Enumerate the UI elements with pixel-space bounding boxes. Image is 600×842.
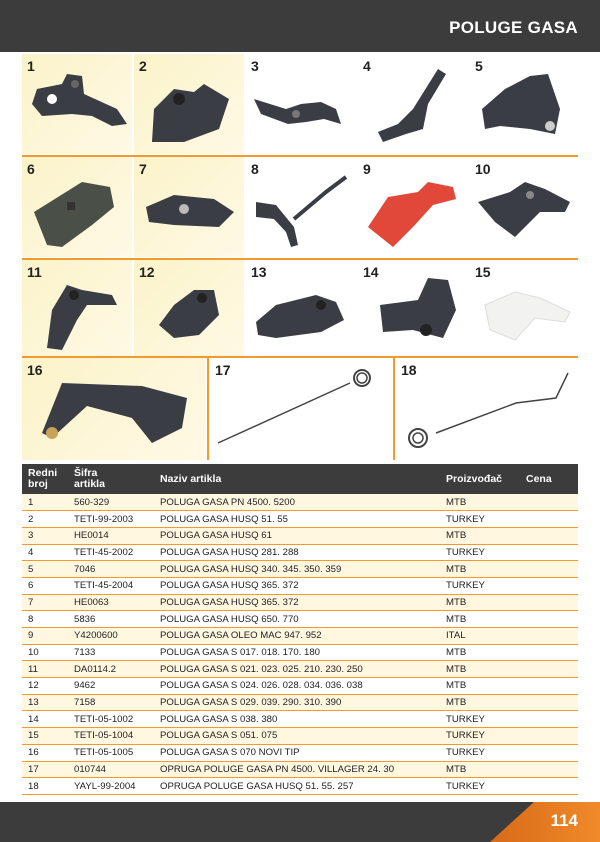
throttle-lever-11-image [22,260,132,356]
cell-price [520,778,578,795]
cell-maker: TURKEY [440,744,520,761]
cell-maker: TURKEY [440,711,520,728]
cell-name: POLUGA GASA S 051. 075 [154,728,440,745]
cell-rb: 8 [22,611,68,628]
cell-code: TETI-45-2004 [68,577,154,594]
throttle-spring-18-image [396,358,578,460]
throttle-lever-9-image [358,157,468,257]
cell-price [520,678,578,695]
cell-price [520,744,578,761]
cell-maker: TURKEY [440,728,520,745]
cell-code: TETI-05-1005 [68,744,154,761]
cell-name: POLUGA GASA HUSQ 365. 372 [154,577,440,594]
table-row [22,778,578,795]
item-number: 12 [139,264,155,280]
page-number: 114 [550,811,578,830]
catalog-item-14 [358,260,468,356]
cell-code: 7046 [68,561,154,578]
col-header-code: Šifra artikla [74,467,105,490]
catalog-item-10 [470,157,578,257]
cell-rb: 5 [22,561,68,578]
cell-code: 9462 [68,678,154,695]
cell-code: 5836 [68,611,154,628]
catalog-item-2 [134,54,244,154]
catalog-item-4 [358,54,468,154]
throttle-lever-14-image [358,260,468,356]
cell-name: OPRUGA POLUGE GASA HUSQ 51. 55. 257 [154,778,440,795]
cell-price [520,661,578,678]
table-row [22,661,578,678]
table-row [22,644,578,661]
cell-maker: MTB [440,494,520,511]
item-number: 14 [363,264,379,280]
catalog-item-7 [134,157,244,257]
catalog-item-1 [22,54,132,154]
item-number: 4 [363,58,371,74]
cell-rb: 6 [22,577,68,594]
cell-rb: 13 [22,694,68,711]
cell-code: Y4200600 [68,628,154,645]
item-number: 17 [215,362,231,378]
throttle-lever-12-image [134,260,244,356]
cell-name: POLUGA GASA PN 4500. 5200 [154,494,440,511]
throttle-lever-10-image [470,157,578,257]
cell-price [520,644,578,661]
throttle-lever-7-image [134,157,244,257]
table-row [22,594,578,611]
cell-maker: TURKEY [440,577,520,594]
cell-rb: 4 [22,544,68,561]
cell-code: TETI-45-2002 [68,544,154,561]
cell-rb: 15 [22,728,68,745]
catalog-item-17 [210,358,392,460]
cell-price [520,711,578,728]
catalog-item-16 [22,358,206,460]
cell-code: 560-329 [68,494,154,511]
cell-price [520,594,578,611]
item-number: 16 [27,362,43,378]
cell-name: POLUGA GASA S 024. 026. 028. 034. 036. 038 [154,678,440,695]
cell-name: POLUGA GASA S 017. 018. 170. 180 [154,644,440,661]
catalog-item-13 [246,260,356,356]
cell-price [520,561,578,578]
cell-maker: MTB [440,561,520,578]
item-number: 10 [475,161,491,177]
cell-rb: 3 [22,527,68,544]
catalog-item-8 [246,157,356,257]
throttle-lever-5-image [470,54,578,154]
cell-name: POLUGA GASA S 038. 380 [154,711,440,728]
grid-divider [207,358,209,460]
table-row [22,711,578,728]
col-header-maker: Proizvođač [446,472,503,485]
cell-maker: TURKEY [440,544,520,561]
throttle-lever-4-image [358,54,468,154]
cell-rb: 7 [22,594,68,611]
table-row [22,561,578,578]
cell-price [520,761,578,778]
table-row [22,511,578,528]
table-row [22,728,578,745]
cell-code: TETI-05-1004 [68,728,154,745]
table-row [22,494,578,511]
throttle-lever-1-image [22,54,132,154]
parts-image-grid [22,54,578,460]
throttle-lever-15-image [470,260,578,356]
table-row [22,577,578,594]
cell-rb: 2 [22,511,68,528]
cell-rb: 14 [22,711,68,728]
item-number: 8 [251,161,259,177]
cell-maker: TURKEY [440,778,520,795]
item-number: 1 [27,58,35,74]
item-number: 5 [475,58,483,74]
cell-rb: 12 [22,678,68,695]
cell-rb: 17 [22,761,68,778]
cell-rb: 11 [22,661,68,678]
cell-code: HE0014 [68,527,154,544]
cell-maker: MTB [440,527,520,544]
col-header-rb: Redni broj [28,467,58,490]
table-row [22,694,578,711]
cell-price [520,511,578,528]
cell-name: POLUGA GASA HUSQ 51. 55 [154,511,440,528]
item-number: 7 [139,161,147,177]
cell-maker: TURKEY [440,511,520,528]
item-number: 11 [27,264,42,280]
cell-rb: 18 [22,778,68,795]
cell-maker: ITAL [440,628,520,645]
catalog-item-15 [470,260,578,356]
table-row [22,744,578,761]
catalog-item-18 [396,358,578,460]
cell-rb: 16 [22,744,68,761]
cell-name: OPRUGA POLUGE GASA PN 4500. VILLAGER 24. 30 [154,761,440,778]
page-title: POLUGE GASA [449,18,578,37]
cell-price [520,628,578,645]
cell-maker: MTB [440,661,520,678]
catalog-item-9 [358,157,468,257]
item-number: 2 [139,58,147,74]
table-row [22,527,578,544]
cell-name: POLUGA GASA S 029. 039. 290. 310. 390 [154,694,440,711]
item-number: 9 [363,161,371,177]
cell-price [520,527,578,544]
cell-maker: MTB [440,678,520,695]
cell-name: POLUGA GASA HUSQ 281. 288 [154,544,440,561]
catalog-item-5 [470,54,578,154]
item-number: 18 [401,362,417,378]
cell-name: POLUGA GASA HUSQ 650. 770 [154,611,440,628]
throttle-lever-3-image [246,54,356,154]
cell-name: POLUGA GASA HUSQ 61 [154,527,440,544]
grid-divider [393,358,395,460]
catalog-item-12 [134,260,244,356]
item-number: 15 [475,264,491,280]
item-number: 13 [251,264,267,280]
cell-code: 7158 [68,694,154,711]
cell-price [520,544,578,561]
cell-rb: 1 [22,494,68,511]
col-header-price: Cena [526,472,552,485]
catalog-item-6 [22,157,132,257]
cell-code: YAYL-99-2004 [68,778,154,795]
table-row [22,628,578,645]
cell-maker: MTB [440,644,520,661]
table-row [22,611,578,628]
cell-code: 7133 [68,644,154,661]
cell-price [520,494,578,511]
col-header-name: Naziv artikla [160,472,222,485]
cell-name: POLUGA GASA S 021. 023. 025. 210. 230. 250 [154,661,440,678]
throttle-lever-13-image [246,260,356,356]
cell-maker: MTB [440,761,520,778]
table-row [22,678,578,695]
item-number: 6 [27,161,35,177]
table-header-row [22,464,578,494]
parts-table [22,464,578,795]
cell-price [520,728,578,745]
throttle-spring-17-image [210,358,392,460]
throttle-lever-6-image [22,157,132,257]
cell-maker: MTB [440,611,520,628]
throttle-lever-2-image [134,54,244,154]
cell-code: HE0063 [68,594,154,611]
cell-code: 010744 [68,761,154,778]
cell-name: POLUGA GASA HUSQ 365. 372 [154,594,440,611]
cell-code: DA0114.2 [68,661,154,678]
throttle-lever-8-image [246,157,356,257]
cell-rb: 10 [22,644,68,661]
cell-price [520,611,578,628]
throttle-lever-16-image [22,358,206,460]
table-row [22,544,578,561]
cell-code: TETI-05-1002 [68,711,154,728]
catalog-item-11 [22,260,132,356]
item-number: 3 [251,58,259,74]
cell-maker: MTB [440,694,520,711]
cell-price [520,694,578,711]
table-row [22,761,578,778]
cell-code: TETI-99-2003 [68,511,154,528]
page-header [0,0,600,52]
cell-price [520,577,578,594]
cell-name: POLUGA GASA OLEO MAC 947. 952 [154,628,440,645]
cell-name: POLUGA GASA S 070 NOVI TIP [154,744,440,761]
cell-name: POLUGA GASA HUSQ 340. 345. 350. 359 [154,561,440,578]
catalog-item-3 [246,54,356,154]
cell-maker: MTB [440,594,520,611]
cell-rb: 9 [22,628,68,645]
